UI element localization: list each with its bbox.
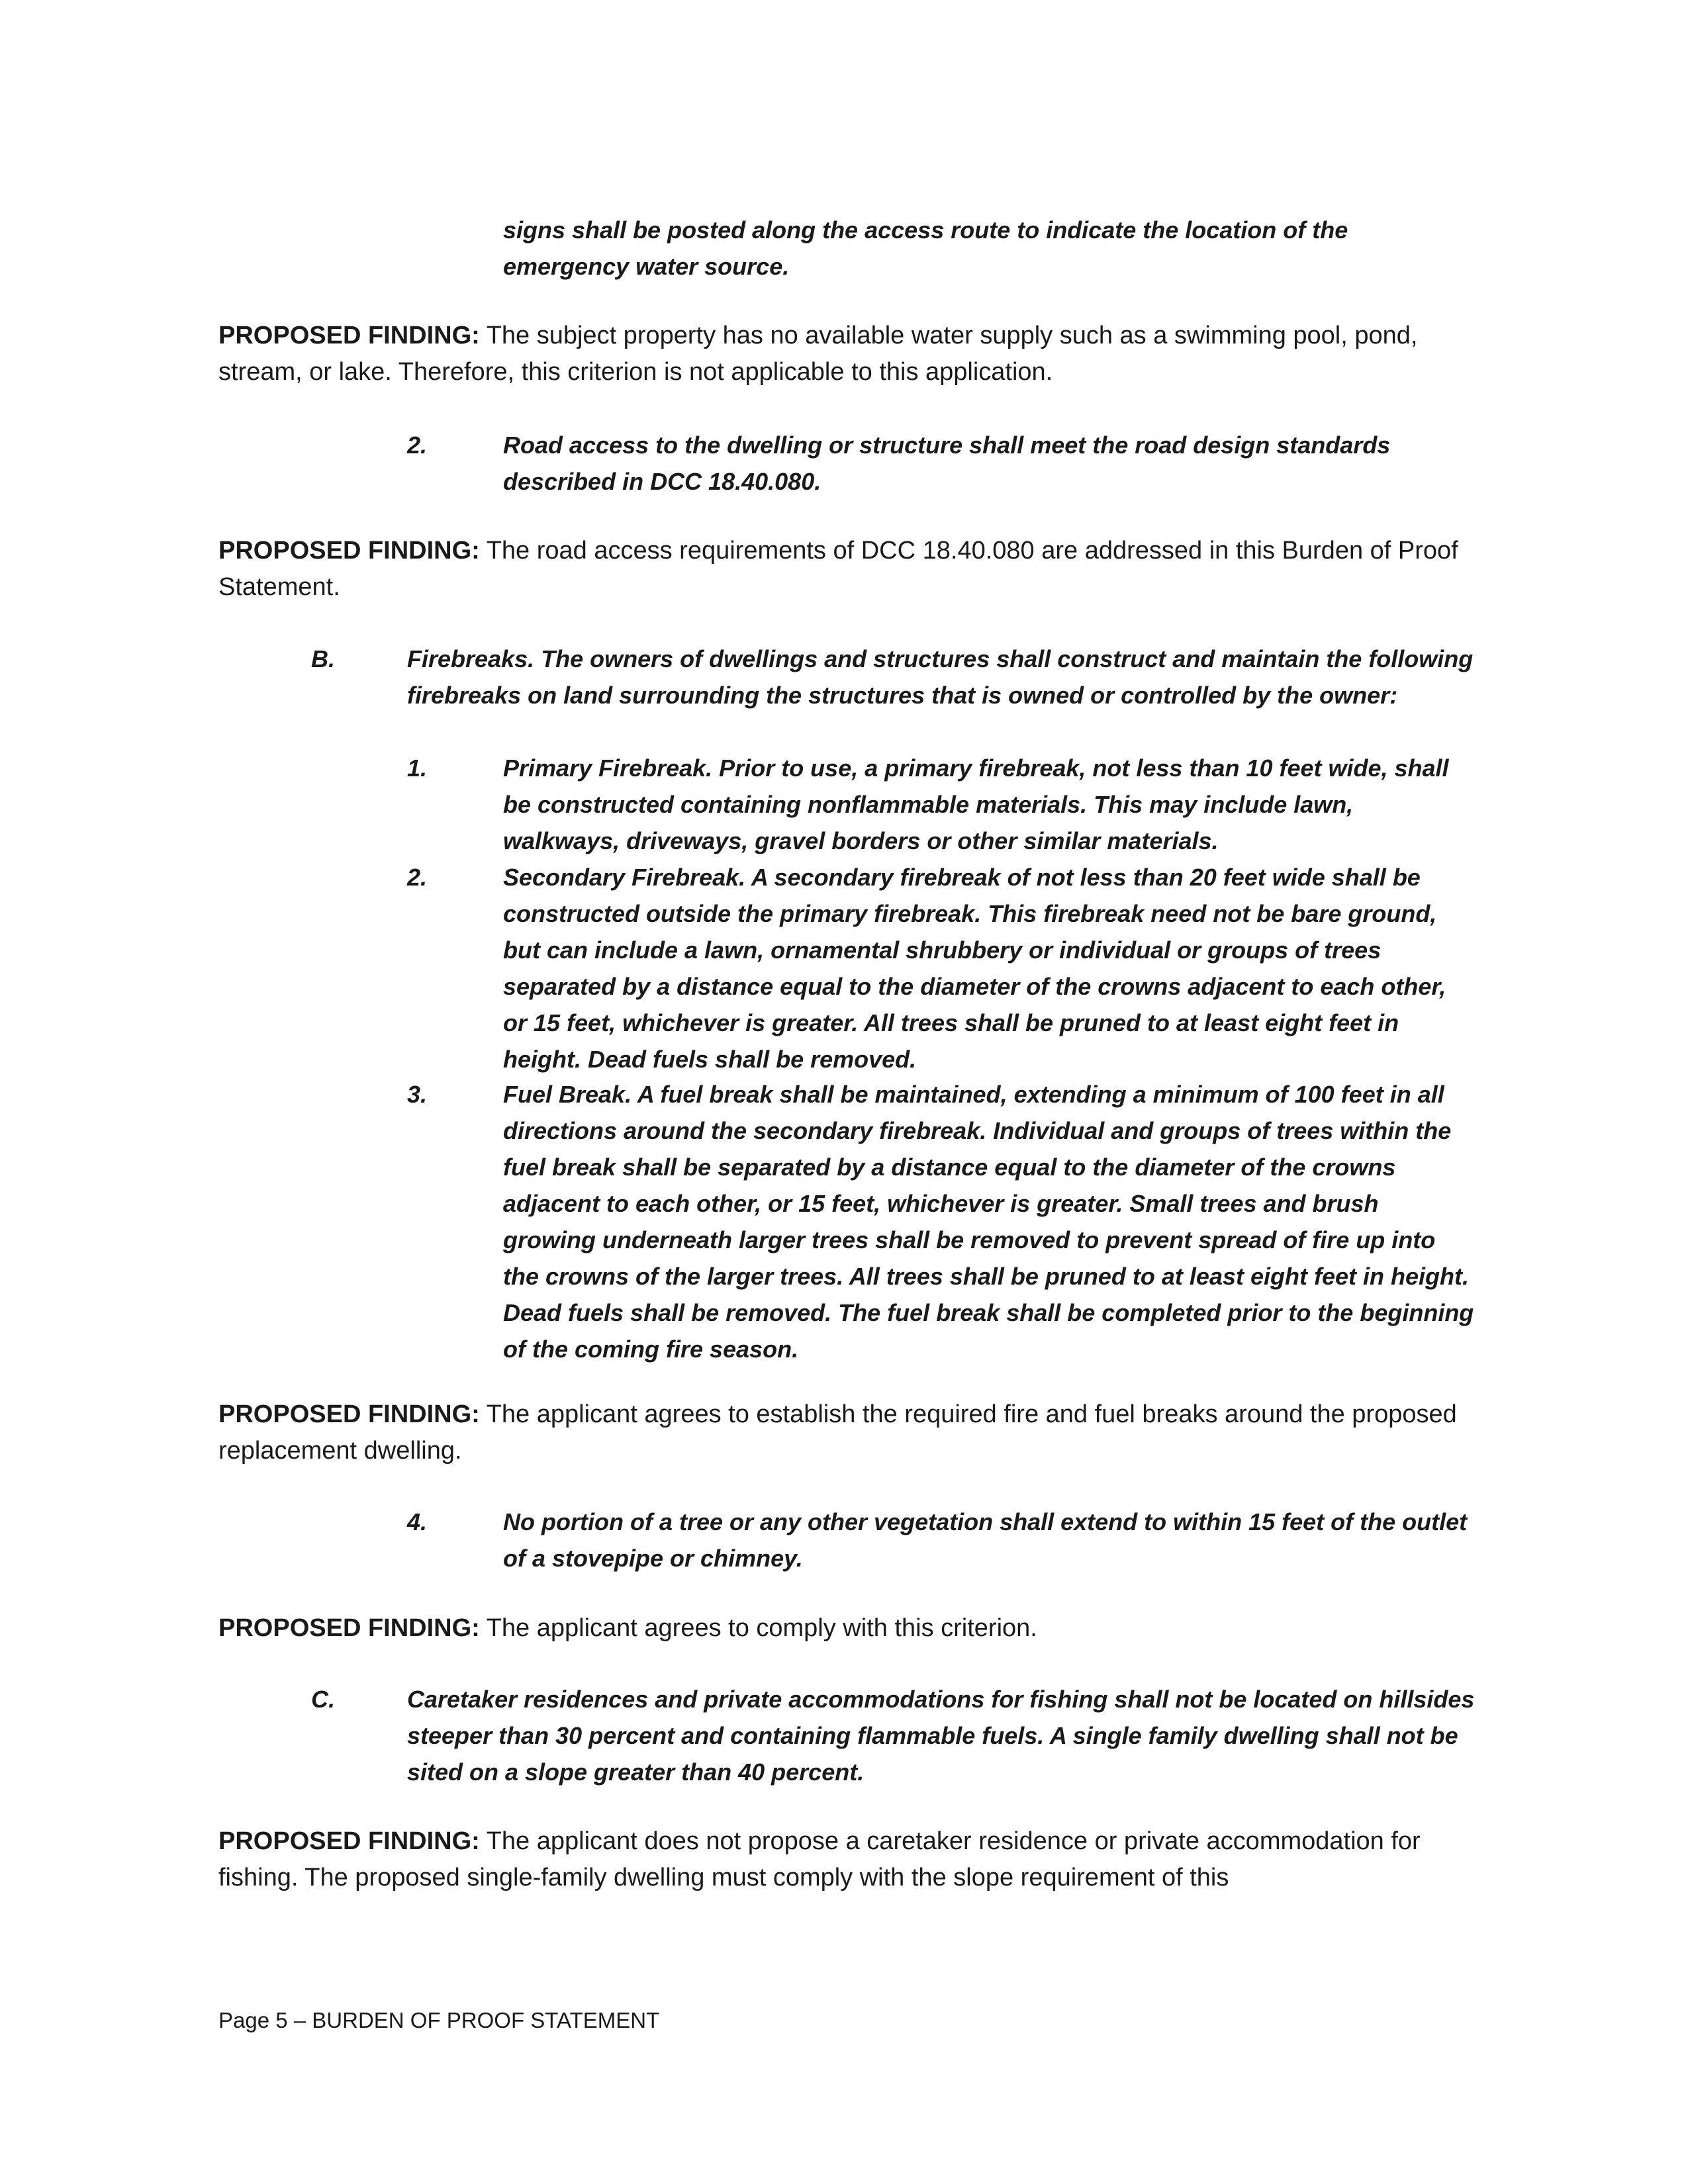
criterion-stovepipe: No portion of a tree or any other vegetation shall extend to within 15 feet of the outlet of a stovepipe or chimney.: [503, 1508, 1468, 1572]
item-number: 4.: [407, 1508, 428, 1535]
proposed-finding-2: [218, 533, 1476, 606]
item-number: 3.: [407, 1081, 428, 1108]
finding-label: PROPOSED FINDING:: [218, 537, 480, 565]
section-letter: B.: [311, 645, 335, 672]
item-number: 2.: [407, 432, 428, 459]
criterion-road-access: Road access to the dwelling or structure shall meet the road design standards described in DCC 18.40.080.: [503, 432, 1391, 495]
criterion-caretaker: Caretaker residences and private accommodations for fishing shall not be located on hillsides steeper than 30 percent and containing flammable fuels. A single family dwelling shall not be sited on a slope greater than 40 percent.: [407, 1686, 1475, 1786]
proposed-finding-5: [218, 1823, 1476, 1896]
criterion-secondary-firebreak: Secondary Firebreak. A secondary firebreak of not less than 20 feet wide shall be constructed outside the primary firebreak. This firebreak need not be bare ground, but can include a lawn, ornamental shrubbery or individual or groups of trees separated by a distance equal to the diameter of the crowns adjacent to each other, or 15 feet, whichever is greater. All trees shall be pruned to at least eight feet in height. Dead fuels shall be removed.: [503, 864, 1446, 1073]
finding-text: The subject property has no available water supply such as a swimming pool, pond, stream, or lake. Therefore, this criterion is not applicable to this application.: [218, 322, 1418, 386]
criterion-fuel-break: Fuel Break. A fuel break shall be maintained, extending a minimum of 100 feet in all directions around the secondary firebreak. Individual and groups of trees within the fuel break shall be separated by a distance equal to the diameter of the crowns adjacent to each other, or 15 feet, whichever is greater. Small trees and brush growing underneath larger trees shall be removed to prevent spread of fire up into the crowns of the larger trees. All trees shall be pruned to at least eight feet in height. Dead fuels shall be removed. The fuel break shall be completed prior to the beginning of the coming fire season.: [503, 1081, 1474, 1363]
proposed-finding-3: [218, 1396, 1476, 1469]
finding-text: The applicant agrees to establish the required fire and fuel breaks around the proposed replacement dwelling.: [218, 1400, 1457, 1465]
finding-label: PROPOSED FINDING:: [218, 1827, 480, 1855]
finding-label: PROPOSED FINDING:: [218, 322, 480, 349]
proposed-finding-1: [218, 318, 1476, 390]
finding-text: The applicant does not propose a caretaker residence or private accommodation for fishing. The proposed single-family dwelling must comply with the slope requirement of this: [218, 1827, 1421, 1891]
page-footer: Page 5 – BURDEN OF PROOF STATEMENT: [218, 2008, 660, 2032]
finding-label: PROPOSED FINDING:: [218, 1614, 480, 1642]
proposed-finding-4: [218, 1610, 1476, 1647]
item-number: 1.: [407, 754, 428, 782]
section-letter: C.: [311, 1686, 335, 1713]
criterion-continuation: signs shall be posted along the access route to indicate the location of the emergency water source.: [503, 216, 1348, 280]
finding-label: PROPOSED FINDING:: [218, 1400, 480, 1428]
criterion-firebreaks: Firebreaks. The owners of dwellings and structures shall construct and maintain the following firebreaks on land surrounding the structures that is owned or controlled by the owner:: [407, 645, 1474, 709]
finding-text: The road access requirements of DCC 18.40.080 are addressed in this Burden of Proof Statement.: [218, 537, 1458, 601]
finding-text: The applicant agrees to comply with this criterion.: [486, 1614, 1037, 1642]
item-number: 2.: [407, 864, 428, 891]
criterion-primary-firebreak: Primary Firebreak. Prior to use, a primary firebreak, not less than 10 feet wide, shall be constructed containing nonflammable materials. This may include lawn, walkways, driveways, gravel borders or other similar materials.: [503, 754, 1449, 854]
